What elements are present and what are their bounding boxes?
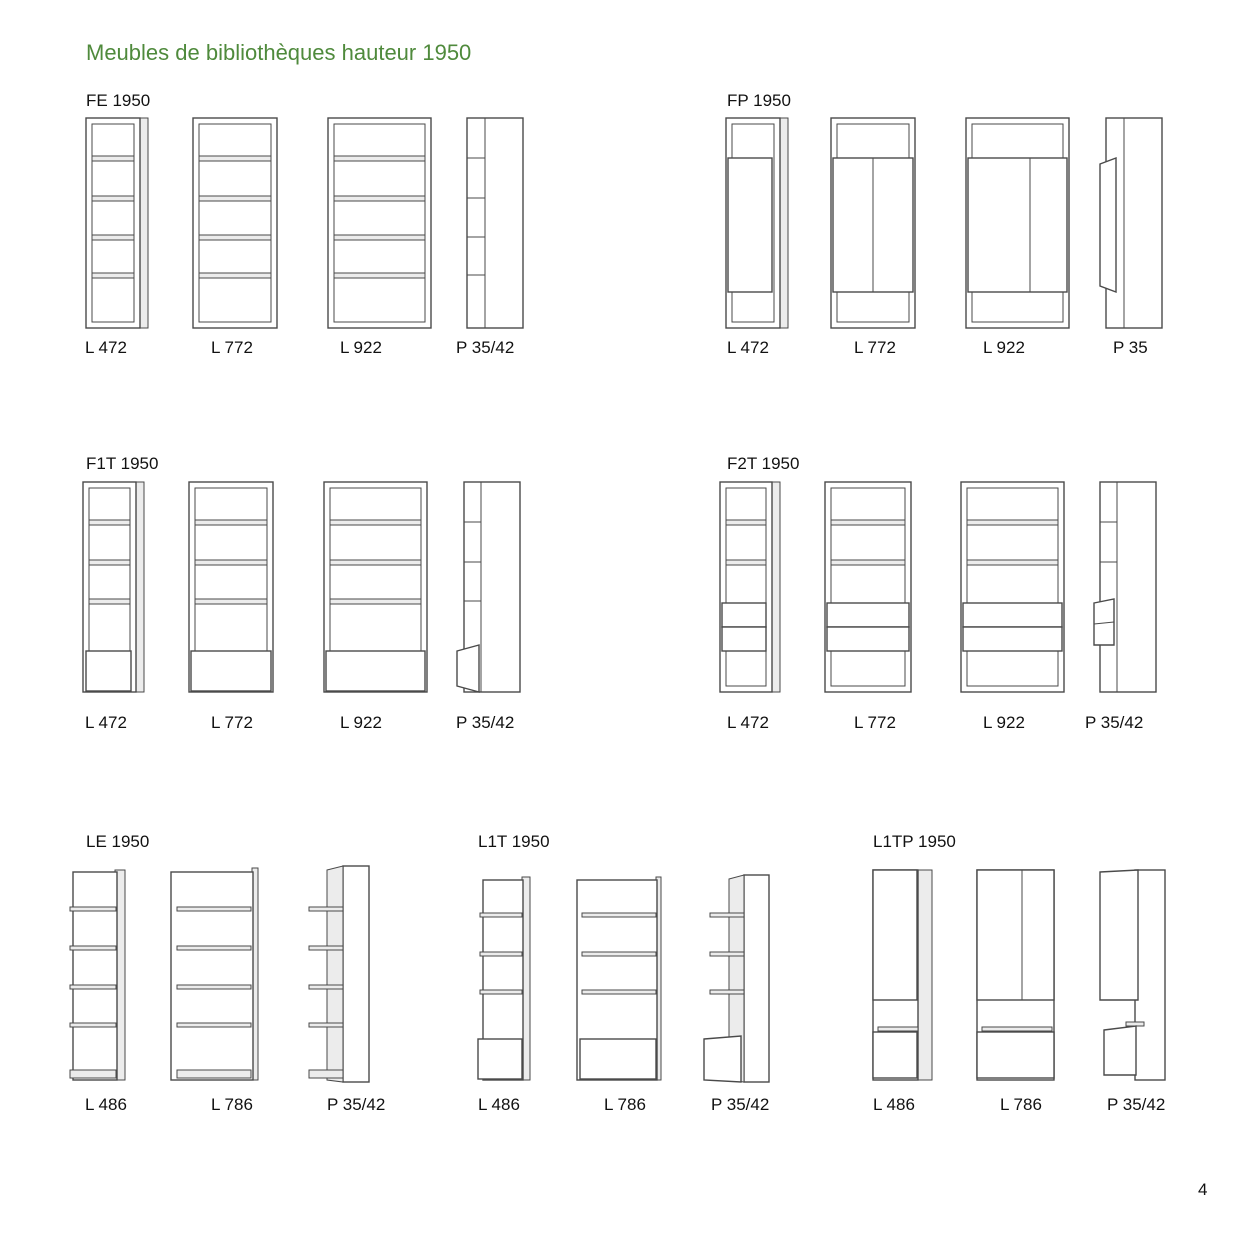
- shelving-unit-door-drawer: [977, 870, 1054, 1080]
- bookcase-side-view: [457, 482, 520, 692]
- group-title-l1tp: L1TP 1950: [873, 832, 956, 851]
- shelving-unit-side: [309, 866, 369, 1082]
- dimension-label: P 35: [1113, 338, 1148, 357]
- dimension-label: L 786: [211, 1095, 253, 1114]
- bookcase-front-doors: [966, 118, 1069, 328]
- shelving-unit-door-drawer: [873, 870, 932, 1080]
- dimension-label: L 786: [1000, 1095, 1042, 1114]
- dimension-label: L 472: [85, 338, 127, 357]
- dimension-label: L 772: [854, 338, 896, 357]
- bookcase-front-open: [86, 118, 148, 328]
- bookcase-front-doors: [726, 118, 788, 328]
- dimension-label: L 486: [85, 1095, 127, 1114]
- dimension-label: L 472: [727, 713, 769, 732]
- dimension-label: L 772: [211, 338, 253, 357]
- dimension-label: L 772: [854, 713, 896, 732]
- dimension-label: L 486: [873, 1095, 915, 1114]
- bookcase-front-doors: [831, 118, 915, 328]
- shelving-unit-open: [70, 870, 125, 1080]
- dimension-label: L 922: [340, 713, 382, 732]
- group-title-le: LE 1950: [86, 832, 150, 851]
- shelving-unit-side: [704, 875, 769, 1082]
- shelving-unit-open: [171, 868, 258, 1080]
- bookcase-front-two-drawers: [825, 482, 911, 692]
- dimension-label: P 35/42: [1085, 713, 1144, 732]
- bookcase-side-view: [1100, 118, 1162, 328]
- dimension-label: L 922: [983, 713, 1025, 732]
- dimension-label: P 35/42: [1107, 1095, 1166, 1114]
- shelving-unit-drawer: [478, 877, 530, 1080]
- dimension-label: P 35/42: [711, 1095, 770, 1114]
- bookcase-front-drawer: [324, 482, 427, 692]
- shelving-unit-drawer: [577, 877, 661, 1080]
- shelving-unit-side: [1100, 870, 1165, 1080]
- bookcase-front-two-drawers: [961, 482, 1064, 692]
- dimension-label: P 35/42: [456, 338, 515, 357]
- dimension-label: L 472: [85, 713, 127, 732]
- bookcase-front-two-drawers: [720, 482, 780, 692]
- bookcase-front-open: [193, 118, 277, 328]
- group-title-fp: FP 1950: [727, 91, 791, 110]
- group-title-f2t: F2T 1950: [727, 454, 800, 473]
- page-title: Meubles de bibliothèques hauteur 1950: [86, 40, 472, 65]
- dimension-label: L 786: [604, 1095, 646, 1114]
- bookcase-front-drawer: [189, 482, 273, 692]
- dimension-label: L 486: [478, 1095, 520, 1114]
- group-title-l1t: L1T 1950: [478, 832, 550, 851]
- dimension-label: P 35/42: [327, 1095, 386, 1114]
- page-number: 4: [1198, 1180, 1208, 1199]
- dimension-label: L 472: [727, 338, 769, 357]
- dimension-label: L 922: [983, 338, 1025, 357]
- group-title-fe: FE 1950: [86, 91, 151, 110]
- bookcase-side-view: [1094, 482, 1156, 692]
- group-title-f1t: F1T 1950: [86, 454, 159, 473]
- dimension-label: L 922: [340, 338, 382, 357]
- dimension-label: L 772: [211, 713, 253, 732]
- bookcase-front-drawer: [83, 482, 144, 692]
- bookcase-side-view: [467, 118, 523, 328]
- dimension-label: P 35/42: [456, 713, 515, 732]
- bookcase-front-open: [328, 118, 431, 328]
